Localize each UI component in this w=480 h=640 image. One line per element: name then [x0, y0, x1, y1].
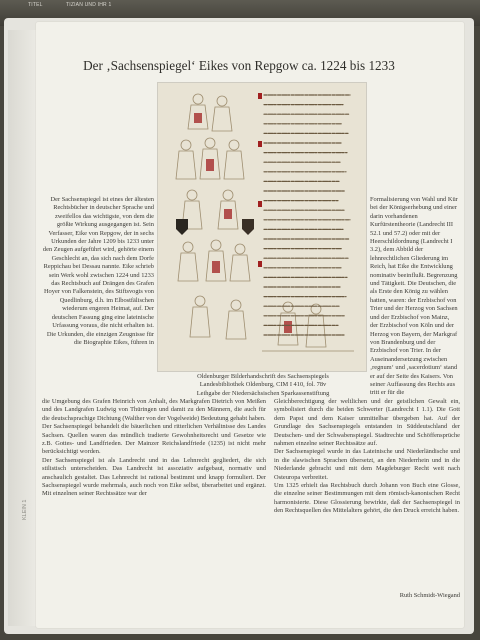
author-signature: Ruth Schmidt-Wiegand: [399, 592, 460, 599]
manuscript-drawing: [158, 83, 366, 371]
caption-line: Leihgabe der Niedersächsischen Sparkassenstiftung: [196, 389, 330, 397]
text-column-right-wide: Gleichberechtigung der weltlichen und der geistlichen Gewalt ein, symbolisiert durch die beiden Schwerter (Landrecht I 1.1). Die Gott dem Papst und dem Kaiser unmittelbar übergeben hat. Auf der Grundlage des Sachsenspiegels entstanden in Süddeutschland der Deutschen- und der Schwabenspiegel. Stadtrechte und Schöffensprüche nahmen einzelne seiner Rechtssätze auf. Der Sachsenspiegel wurde in das Lateinische und Niederländische und in die slawischen Sprachen übersetzt, an den Niederrhein und in die Niederlande gebracht und mit dem Magdeburger Recht weit nach Osteuropa verbreitet. Um 1325 erhielt das Rechtsbuch durch Johann von Buch eine Glosse, die einzelne seiner Bestimmungen mit dem römisch-kanonischen Recht harmonisierte. Diese Glossierung bewirkte, daß der Sachsenspiegel in den Rechtsquellen des Mittelalters gehört, die den Druck erreicht haben.: [274, 398, 460, 515]
text-column-left-wide: die Umgebung des Grafen Heinrich von Anhalt, des Markgrafen Dietrich von Meißen und des Landgrafen Ludwig von Thüringen und damit zu den Männern, die auch für die deutschsprachige Dichtung (Walther von der Vogelweide) Bedeutung gehabt haben. Der Sachsenspiegel behandelt die bäuerlichen und ritterlichen Verhältnisse des Landes Sachsen. Quellen waren das mündlich tradierte Gewohnheitsrecht und Gesetze wie z.B. Gottes- und Landfrieden. Der Mainzer Reichslandfriede (1235) ist nicht mehr berücksichtigt worden. Der Sachsenspiegel ist als Landrecht und in das Lehnrecht gegliedert, die sich stilistisch unterscheiden. Das Landrecht ist assoziativ aufgebaut, normativ und anschaulich gestaltet. Das Lehnrecht ist rational bestimmt und knapp formuliert. Der Sachsenspiegel wurde mehrmals, auch noch von Eike selbst, überarbeitet und ergänzt. Mit einzelnen seiner Rechtssätze war der: [42, 398, 266, 498]
figure-caption: [160, 373, 366, 398]
page-title: Der ‚Sachsenspiegel‘ Eikes von Repgow ca. 1224 bis 1233: [83, 58, 395, 73]
text-column-right-narrow: Formalisierung von Wahl und Kür bei der Königserhebung und einer darin vorhandenen Kurfürstentheorie (Landrecht III 52.1 und 57.2) oder mit der Heerschildordnung (Landrecht I 3.2), dem Abbild der lehnrechtlichen Gliederung im Reich, hat Eike die Entwicklung nominativ beeinflußt. Begrenzung und Tätigkeit. Die Deutschen, die als Erste den König zu wählen hatten, waren: der Erzbischof von Trier und der Herzog von Sachsen und der Erzbischof von Mainz, der Erzbischof von Köln und der Herzog von Bayern, der Markgraf von Brandenburg und der Erzbischof von Trier. In der Auseinandersetzung zwischen ‚regnum‘ und ‚sacerdotium‘ stand er auf der Seite des Kaisers. Von seiner Auffassung des Rechts aus tritt er für die: [370, 196, 458, 397]
caption-line: Landesbibliothek Oldenburg, CIM I 410, fol. 78v: [199, 381, 327, 389]
spine-mark: [22, 499, 32, 594]
edge-tag: TIZIAN UND IHR 1: [66, 2, 112, 8]
text-column-left-narrow: Der Sachsenspiegel ist eines der ältesten Rechtsbücher in deutscher Sprache und zweifellos das wichtigste, von dem die größte Wirkung ausgegangen ist. Sein Verfasser, Eike von Repgow, der in sechs Urkunden der Jahre 1209 bis 1233 unter den Zeugen aufgeführt wird, gehörte einem Geschlecht an, das sich nach dem Dorfe Reppichau bei Dessau nannte. Eike schrieb sein Werk wohl zwischen 1224 und 1233 das Rechtsbuch auf Drängen des Grafen Hoyer von Falkenstein, des Stiftsvogts von Quedlinburg, d.h. im Elbostfälischen wiederum engeren Heimat, auf. Der deutschen Fassung ging eine lateinische Urfassung voraus, die nicht erhalten ist. Die Urkunden, die einzigen Zeugnisse für die Biographie Eikes, führen in: [42, 196, 154, 346]
manuscript-illustration: [157, 82, 367, 372]
caption-line: Oldenburger Bilderhandschrift des Sachsenspiegels: [197, 373, 329, 380]
spine-mark-text: KLEIN 1: [22, 499, 28, 520]
edge-tag: TITEL: [28, 2, 43, 8]
